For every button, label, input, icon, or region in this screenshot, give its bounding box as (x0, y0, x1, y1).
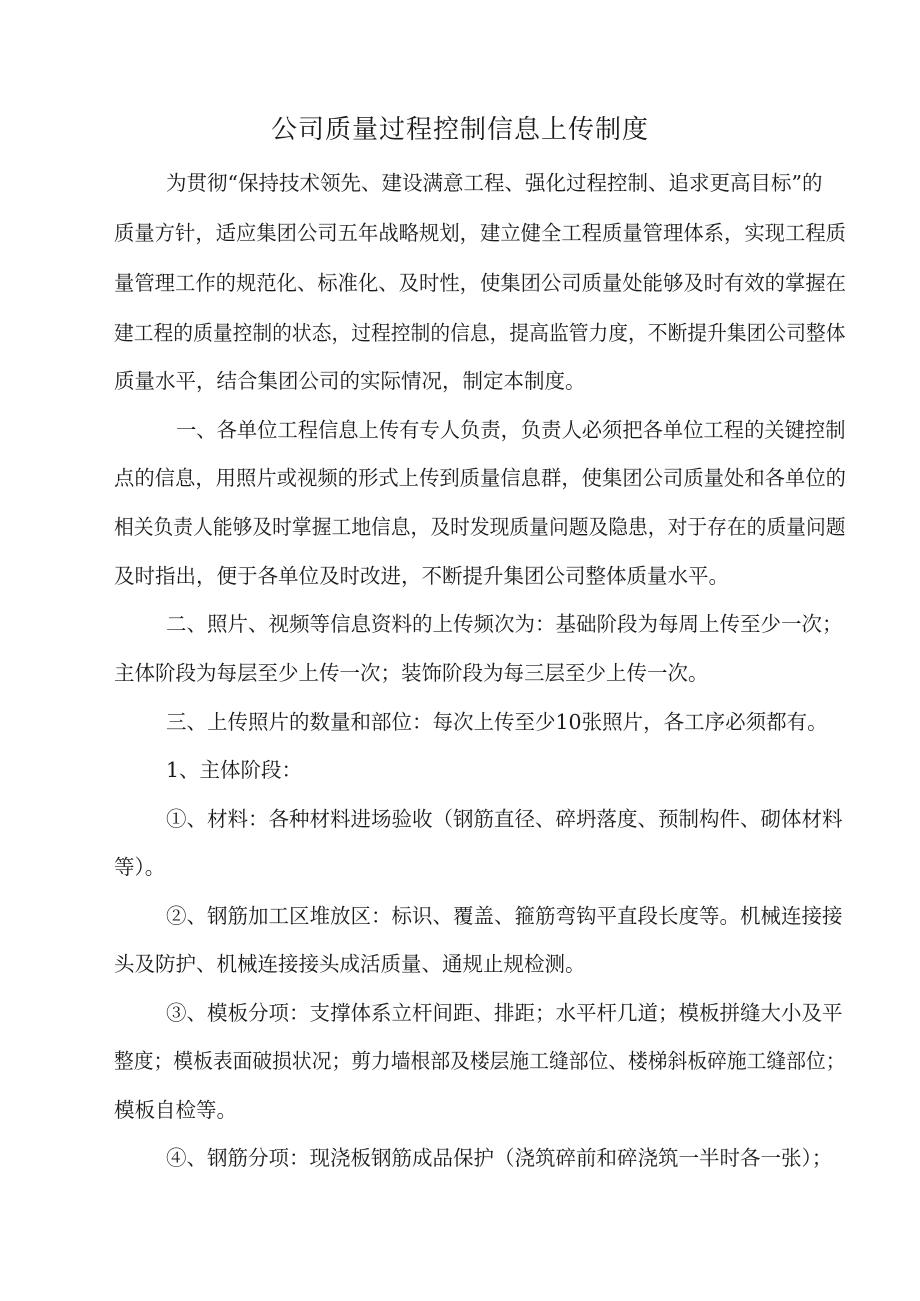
paragraph-intro-line-1: 为贯彻“保持技术领先、建设满意工程、强化过程控制、追求更高目标”的 (166, 171, 823, 195)
clause-2-line-2: 主体阶段为每层至少上传一次；装饰阶段为每三层至少上传一次。 (114, 661, 709, 685)
paragraph-intro-line-4: 建工程的质量控制的状态，过程控制的信息，提高监管力度，不断提升集团公司整体 (114, 321, 846, 345)
paragraph-intro-line-3: 量管理工作的规范化、标准化、及时性，使集团公司质量处能够及时有效的掌握在 (114, 271, 846, 295)
clause-2-line-1: 二、照片、视频等信息资料的上传频次为：基础阶段为每周上传至少一次； (166, 612, 843, 636)
item-formwork-line-1: ③、模板分项：支撑体系立杆间距、排距；水平杆几道；模板拼缝大小及平 (166, 1001, 843, 1025)
clause-1-line-2: 点的信息，用照片或视频的形式上传到质量信息群，使集团公司质量处和各单位的 (114, 466, 846, 490)
clause-3-line-1: 三、上传照片的数量和部位：每次上传至少10张照片，各工序必须都有。 (166, 710, 828, 734)
item-materials-line-1: ①、材料：各种材料进场验收（钢筋直径、碎坍落度、预制构件、砌体材料 (166, 807, 843, 831)
item-rebar-yard-line-2: 头及防护、机械连接接头成活质量、通规止规检测。 (114, 952, 586, 976)
paragraph-intro-line-5: 质量水平，结合集团公司的实际情况，制定本制度。 (114, 369, 586, 393)
item-formwork-line-2: 整度；模板表面破损状况；剪力墙根部及楼层施工缝部位、楼梯斜板碎施工缝部位； (114, 1049, 846, 1073)
clause-1-line-3: 相关负责人能够及时掌握工地信息，及时发现质量问题及隐患，对于存在的质量问题 (114, 515, 846, 539)
section-main-structure-heading: 1、主体阶段： (166, 758, 303, 782)
clause-1-line-1: 一、各单位工程信息上传有专人负责，负责人必须把各单位工程的关键控制 (176, 418, 846, 442)
item-materials-line-2: 等）。 (114, 855, 166, 879)
item-rebar-yard-line-1: ②、钢筋加工区堆放区：标识、覆盖、箍筋弯钩平直段长度等。机械连接接 (166, 904, 843, 928)
paragraph-intro-line-2: 质量方针，适应集团公司五年战略规划，建立健全工程质量管理体系，实现工程质 (114, 221, 846, 245)
document-title: 公司质量过程控制信息上传制度 (270, 115, 649, 145)
item-rebar-line-1: ④、钢筋分项：现浇板钢筋成品保护（浇筑碎前和碎浇筑一半时各一张）； (166, 1146, 833, 1170)
item-formwork-line-3: 模板自检等。 (114, 1098, 237, 1122)
clause-1-line-4: 及时指出，便于各单位及时改进，不断提升集团公司整体质量水平。 (114, 564, 729, 588)
